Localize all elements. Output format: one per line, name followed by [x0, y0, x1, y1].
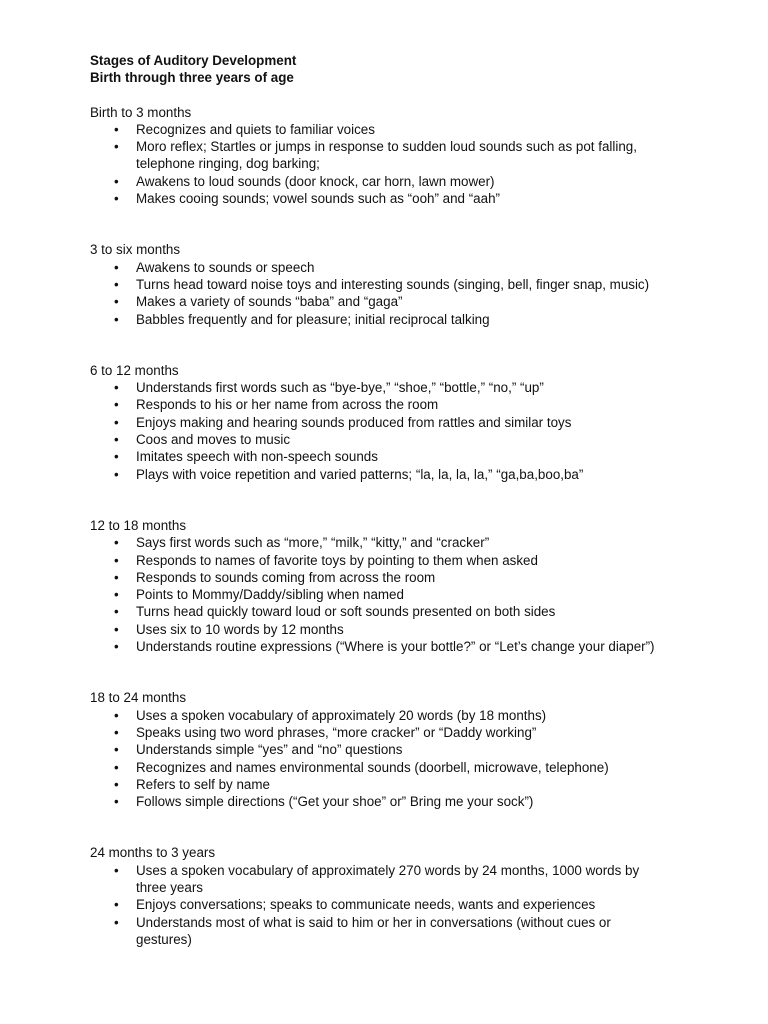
- list-item-text: Turns head quickly toward loud or soft sounds presented on both sides: [136, 604, 556, 620]
- bullet-list: [90, 121, 670, 207]
- bullet-icon: •: [114, 311, 119, 327]
- bullet-icon: •: [114, 535, 119, 551]
- list-item-text: Understands most of what is said to him or her in conversations (without cues or gestures): [136, 914, 611, 947]
- list-item: [90, 138, 670, 173]
- list-item: [90, 621, 670, 638]
- list-item-text: Recognizes and names environmental sounds (doorbell, microwave, telephone): [136, 759, 609, 775]
- bullet-icon: •: [114, 432, 119, 448]
- list-item: [90, 586, 670, 603]
- bullet-icon: •: [114, 294, 119, 310]
- section-heading: 6 to 12 months: [90, 362, 179, 378]
- bullet-list: [90, 534, 670, 655]
- section: [90, 844, 670, 948]
- bullet-icon: •: [114, 794, 119, 810]
- list-item-text: Understands first words such as “bye-bye,” “shoe,” “bottle,” “no,” “up”: [136, 380, 544, 396]
- bullet-icon: •: [114, 414, 119, 430]
- bullet-icon: •: [114, 380, 119, 396]
- list-item: [90, 190, 670, 207]
- list-item: [90, 707, 670, 724]
- bullet-icon: •: [114, 466, 119, 482]
- list-item-text: Responds to names of favorite toys by pointing to them when asked: [136, 552, 538, 568]
- section-heading: 24 months to 3 years: [90, 845, 216, 861]
- section-heading: 18 to 24 months: [90, 690, 187, 706]
- section: [90, 362, 670, 517]
- bullet-icon: •: [114, 862, 119, 878]
- bullet-icon: •: [114, 724, 119, 740]
- list-item: [90, 276, 670, 293]
- list-item: [90, 914, 670, 949]
- list-item-text: Says first words such as “more,” “milk,” “kitty,” and “cracker”: [136, 535, 490, 551]
- list-item-text: Uses a spoken vocabulary of approximately 20 words (by 18 months): [136, 707, 547, 723]
- list-item-text: Moro reflex; Startles or jumps in response to sudden loud sounds such as pot falling, telephone ringing, dog barking;: [136, 139, 637, 172]
- list-item: [90, 638, 670, 655]
- list-item-text: Babbles frequently and for pleasure; initial reciprocal talking: [136, 311, 490, 327]
- list-item: [90, 776, 670, 793]
- bullet-list: [90, 379, 670, 483]
- sections-container: [90, 104, 670, 949]
- list-item-text: Turns head toward noise toys and interesting sounds (singing, bell, finger snap, music): [136, 276, 650, 292]
- section: [90, 689, 670, 844]
- bullet-icon: •: [114, 914, 119, 930]
- list-item: [90, 293, 670, 310]
- list-item-text: Imitates speech with non-speech sounds: [136, 449, 378, 465]
- list-item-text: Uses a spoken vocabulary of approximately 270 words by 24 months, 1000 words by three years: [136, 862, 640, 895]
- list-item: [90, 448, 670, 465]
- list-item-text: Recognizes and quiets to familiar voices: [136, 121, 375, 137]
- bullet-icon: •: [114, 259, 119, 275]
- document-content: [90, 52, 670, 948]
- list-item-text: Plays with voice repetition and varied patterns; “la, la, la, la,” “ga,ba,boo,ba”: [136, 466, 584, 482]
- bullet-icon: •: [114, 776, 119, 792]
- list-item-text: Understands routine expressions (“Where is your bottle?” or “Let’s change your diaper”): [136, 639, 655, 655]
- section-heading: Birth to 3 months: [90, 104, 192, 120]
- bullet-icon: •: [114, 639, 119, 655]
- bullet-icon: •: [114, 139, 119, 155]
- bullet-list: [90, 707, 670, 811]
- list-item: [90, 431, 670, 448]
- bullet-icon: •: [114, 897, 119, 913]
- list-item: [90, 724, 670, 741]
- bullet-icon: •: [114, 173, 119, 189]
- list-item-text: Awakens to loud sounds (door knock, car horn, lawn mower): [136, 173, 495, 189]
- bullet-list: [90, 259, 670, 328]
- list-item-text: Follows simple directions (“Get your shoe” or” Bring me your sock”): [136, 794, 534, 810]
- document-title: Stages of Auditory Development: [90, 53, 297, 68]
- bullet-icon: •: [114, 707, 119, 723]
- list-item-text: Uses six to 10 words by 12 months: [136, 621, 344, 637]
- list-item-text: Enjoys conversations; speaks to communicate needs, wants and experiences: [136, 897, 596, 913]
- list-item-text: Points to Mommy/Daddy/sibling when named: [136, 587, 404, 603]
- list-item: [90, 552, 670, 569]
- bullet-icon: •: [114, 191, 119, 207]
- list-item: [90, 379, 670, 396]
- list-item: [90, 173, 670, 190]
- section: [90, 241, 670, 361]
- section: [90, 104, 670, 242]
- bullet-icon: •: [114, 397, 119, 413]
- list-item-text: Makes a variety of sounds “baba” and “gaga”: [136, 294, 403, 310]
- bullet-list: [90, 862, 670, 948]
- bullet-icon: •: [114, 759, 119, 775]
- list-item: [90, 862, 670, 897]
- document-subtitle: Birth through three years of age: [90, 70, 294, 86]
- list-item: [90, 534, 670, 551]
- bullet-icon: •: [114, 449, 119, 465]
- list-item: [90, 396, 670, 413]
- list-item: [90, 741, 670, 758]
- list-item-text: Refers to self by name: [136, 776, 270, 792]
- list-item-text: Makes cooing sounds; vowel sounds such as “ooh” and “aah”: [136, 191, 500, 207]
- bullet-icon: •: [114, 621, 119, 637]
- list-item-text: Understands simple “yes” and “no” questions: [136, 742, 403, 758]
- bullet-icon: •: [114, 587, 119, 603]
- list-item: [90, 759, 670, 776]
- section-heading: 12 to 18 months: [90, 517, 187, 533]
- list-item: [90, 603, 670, 620]
- list-item: [90, 466, 670, 483]
- bullet-icon: •: [114, 569, 119, 585]
- list-item-text: Enjoys making and hearing sounds produced from rattles and similar toys: [136, 414, 572, 430]
- bullet-icon: •: [114, 742, 119, 758]
- list-item: [90, 414, 670, 431]
- list-item: [90, 259, 670, 276]
- list-item: [90, 569, 670, 586]
- section-heading: 3 to six months: [90, 242, 181, 258]
- list-item-text: Responds to sounds coming from across the room: [136, 569, 436, 585]
- section: [90, 517, 670, 689]
- bullet-icon: •: [114, 121, 119, 137]
- list-item-text: Awakens to sounds or speech: [136, 259, 315, 275]
- list-item-text: Speaks using two word phrases, “more cracker” or “Daddy working”: [136, 724, 537, 740]
- list-item: [90, 793, 670, 810]
- list-item: [90, 121, 670, 138]
- list-item-text: Coos and moves to music: [136, 432, 291, 448]
- bullet-icon: •: [114, 276, 119, 292]
- list-item: [90, 896, 670, 913]
- bullet-icon: •: [114, 604, 119, 620]
- bullet-icon: •: [114, 552, 119, 568]
- list-item: [90, 311, 670, 328]
- list-item-text: Responds to his or her name from across the room: [136, 397, 439, 413]
